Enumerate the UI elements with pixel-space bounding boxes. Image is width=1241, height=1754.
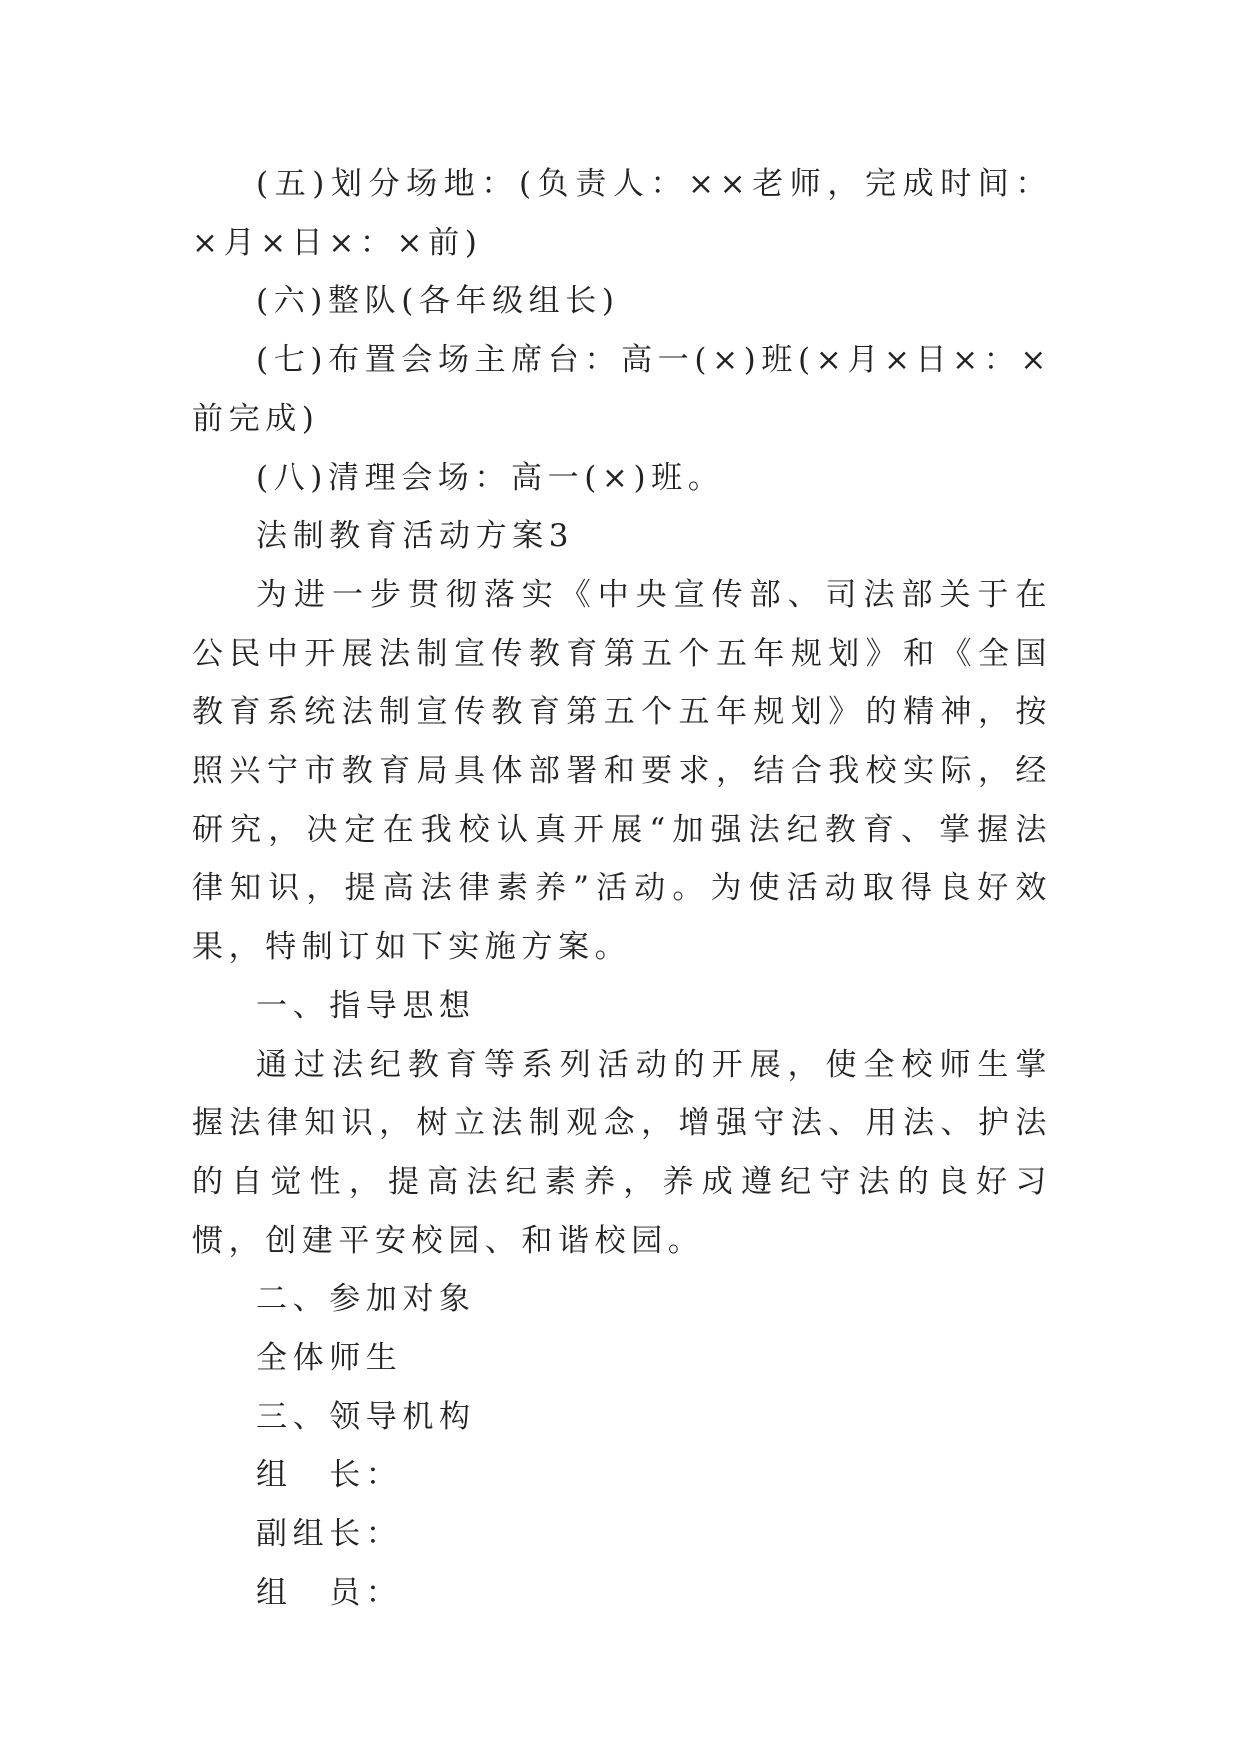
heading-guiding-ideology: 一、指导思想: [256, 987, 476, 1024]
paragraph-intro: 为进一步贯彻落实《中央宣传部、司法部关于在公民中开展法制宣传教育第五个五年规划》和《全国教育系统法制宣传教育第五个五年规划》的精神，按照兴宁市教育局具体部署和要求，结合我校实际，经研究，决定在我校认真开展“加强法纪教育、掌握法律知识，提高法律素养”活动。为使活动取得良好效果，特制订如下实施方案。: [192, 576, 1052, 966]
paragraph-stage-setup: (七)布置会场主席台：高一(×)班(×月×日×：×前完成): [192, 342, 1052, 437]
leader-line: 组 长：: [256, 1457, 403, 1494]
paragraph-venue-division: (五)划分场地：(负责人：××老师，完成时间：×月×日×：×前): [192, 166, 1052, 261]
heading-leadership: 三、领导机构: [256, 1398, 476, 1435]
paragraph-venue-cleanup: (八)清理会场：高一(×)班。: [256, 459, 725, 496]
paragraph-participants: 全体师生: [256, 1340, 403, 1377]
section-title-plan-3: 法制教育活动方案3: [256, 518, 575, 555]
document-body: [192, 155, 1052, 1623]
paragraph-guiding-ideology: 通过法纪教育等系列活动的开展，使全校师生掌握法律知识，树立法制观念，增强守法、用法、护法的自觉性，提高法纪素养，养成遵纪守法的良好习惯，创建平安校园、和谐校园。: [192, 1046, 1052, 1259]
paragraph-line-up: (六)整队(各年级组长): [256, 283, 620, 320]
heading-participants: 二、参加对象: [256, 1281, 476, 1318]
deputy-leader-line: 副组长：: [256, 1516, 403, 1553]
members-line: 组 员：: [256, 1574, 403, 1611]
